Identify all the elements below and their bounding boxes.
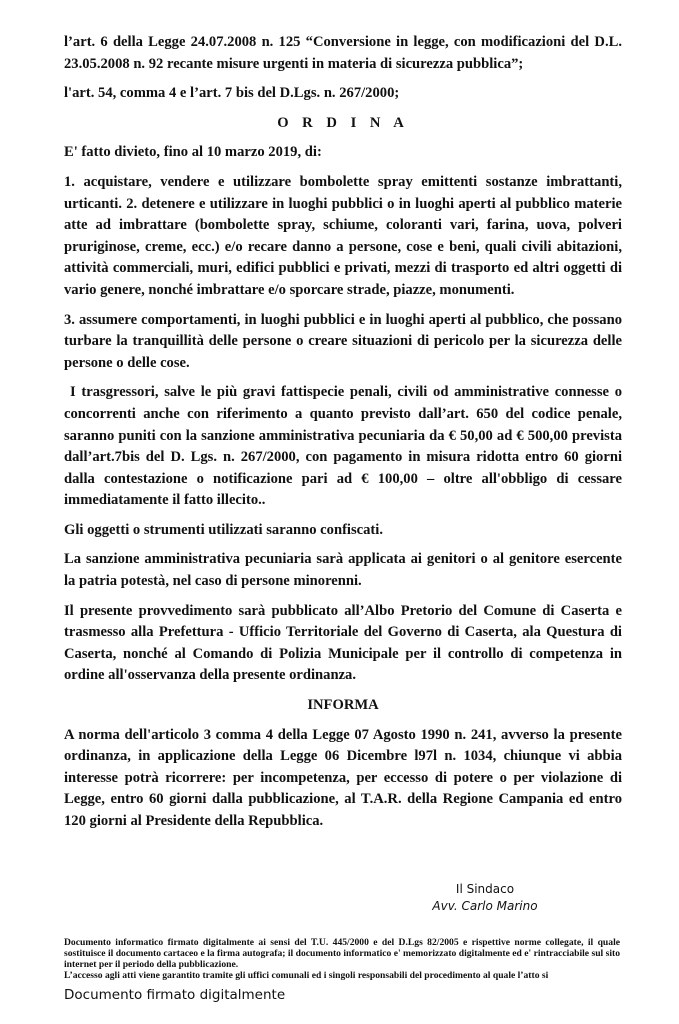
informa-heading: INFORMA [307,697,379,714]
minors-paragraph: La sanzione amministrativa pecuniaria sarà applicata ai genitori o al genitore esercente la patria potestà, nel caso di persone minorenni. [64,551,622,590]
ordina-heading: O R D I N A [277,114,409,131]
signature-name: Avv. Carlo Marino [432,898,538,913]
appeal-paragraph: A norma dell'articolo 3 comma 4 della Legge 07 Agosto 1990 n. 241, avverso la presente ordinanza, in applicazione della Legge 06 Dicembre l97l n. 1034, chiunque vi abbia interesse potrà ricorrere: per incompetenza, per eccesso di potere o per violazione di Legge, entro 60 giorni dalla pubblicazione, al T.A.R. della Regione Campania ed entro 120 giorni al Presidente della Repubblica. [64,726,622,829]
ordinance-body [64,32,622,841]
publication-paragraph: Il presente provvedimento sarà pubblicato all’Albo Pretorio del Comune di Caserta e trasmesso alla Prefettura - Ufficio Territoriale del Governo di Caserta, ala Questura di Caserta, nonché al Comando di Polizia Municipale per il controllo di competenza in ordine all'osservanza della presente ordinanza. [64,602,622,684]
signature-block [410,881,560,915]
premise-art-6: l’art. 6 della Legge 24.07.2008 n. 125 “Conversione in legge, con modificazioni del D.L. 23.05.2008 n. 92 recante misure urgenti in materia di sicurezza pubblica”; [64,34,622,72]
footer-note-digital-signature: Documento informatico firmato digitalmente ai sensi del T.U. 445/2000 e del D.Lgs 82/2005 e rispettive norme collegate, il quale sostituisce il documento cartaceo e la firma autografa; il documento informatico e' memorizzato digitalmente ed e' rintracciabile sul sito internet per il periodo della pubblicazione. [64,936,620,970]
footer-note-access: L’accesso agli atti viene garantito tramite gli uffici comunali ed i singoli responsabili del procedimento al quale l’atto si [64,970,549,982]
ban-intro: E' fatto divieto, fino al 10 marzo 2019, di: [64,144,322,161]
signature-title: Il Sindaco [455,881,515,896]
premise-art-54: l'art. 54, comma 4 e l’art. 7 bis del D.Lgs. n. 267/2000; [64,85,400,102]
footer-notes [64,937,620,982]
prohibition-3: 3. assumere comportamenti, in luoghi pubblici e in luoghi aperti al pubblico, che possano turbare la tranquillità delle persone o creare situazioni di pericolo per la sicurezza delle persone o delle cose. [64,311,622,371]
prohibition-1-2: 1. acquistare, vendere e utilizzare bombolette spray emittenti sostanze imbrattanti, urticanti. 2. detenere e utilizzare in luoghi pubblici o in luoghi aperti al pubblico materie atte ad imbrattare (bombolette spray, schiume, coloranti vari, farina, uova, polveri pruriginose, creme, ecc.) e/o recare danno a persone, cose e beni, quali civili abitazioni, attività commerciali, muri, edifici pubblici e privati, mezzi di trasporto ed altri oggetti di vario genere, nonché imbrattare e/o sporcare strade, piazze, monumenti. [64,173,622,298]
digital-signature-stamp: Documento firmato digitalmente [64,987,286,1004]
confiscation-paragraph: Gli oggetti o strumenti utilizzati saranno confiscati. [64,521,383,538]
sanctions-paragraph: I trasgressori, salve le più gravi fattispecie penali, civili od amministrative connesse o concorrenti anche con riferimento a quanto previsto dall’art. 650 del codice penale, saranno puniti con la sanzione amministrativa pecuniaria da € 50,00 ad € 500,00 prevista dall’art.7bis del D. Lgs. n. 267/2000, con pagamento in misura ridotta entro 60 giorni dalla contestazione o notificazione pari ad € 100,00 – oltre all'obbligo di cessare immediatamente il fatto illecito.. [64,384,622,509]
spacer [64,841,622,881]
